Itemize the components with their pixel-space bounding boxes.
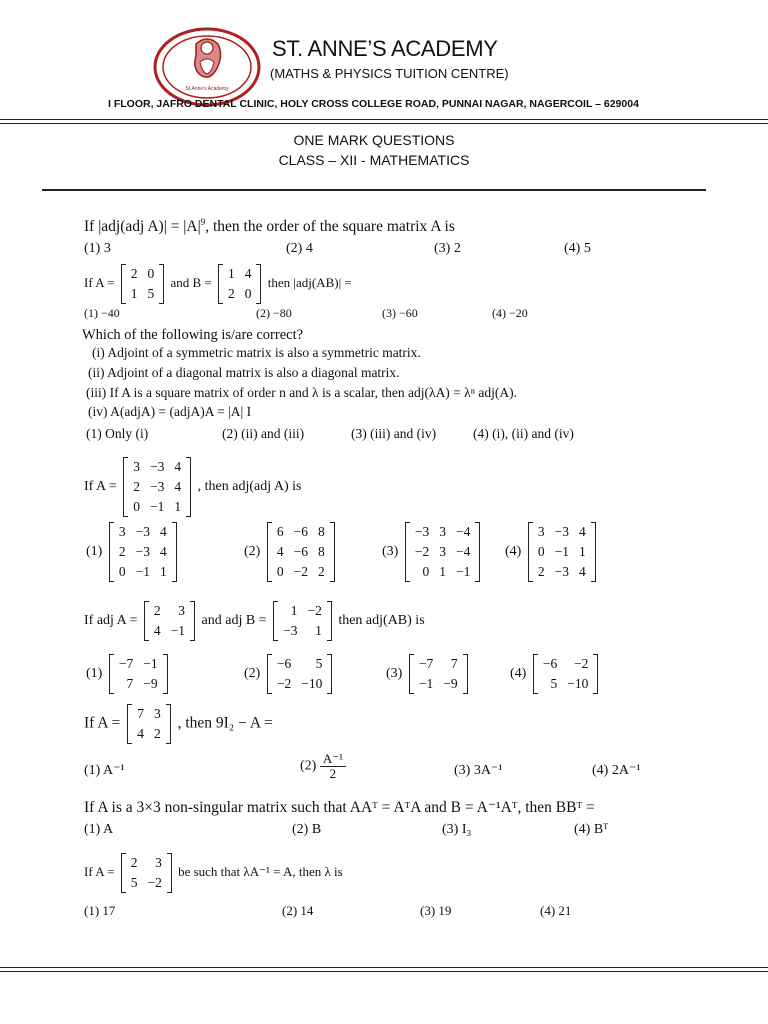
q2-option-2: (2) −80 — [256, 306, 292, 320]
q1-option-1: (1) 3 — [84, 241, 111, 256]
q3-statement-2: (ii) Adjoint of a diagonal matrix is also a diagonal matrix. — [88, 365, 400, 380]
q7-option-4: (4) Bᵀ — [574, 822, 609, 837]
question-2 — [84, 264, 352, 304]
q8-option-1: (1) 17 — [84, 903, 116, 918]
q2-matrix-b: 1 4 2 0 — [218, 264, 262, 304]
q5-option-3-matrix: −7 7 −1 −9 — [409, 654, 468, 694]
q7-option-3: (3) I₃ — [442, 822, 472, 837]
question-7: If A is a 3×3 non-singular matrix such that AAᵀ = AᵀA and B = A⁻¹Aᵀ, then BBᵀ = — [84, 799, 595, 816]
academy-address: I FLOOR, JAFRO DENTAL CLINIC, HOLY CROSS COLLEGE ROAD, PUNNAI NAGAR, NAGERCOIL – 629004 — [108, 98, 639, 110]
academy-logo — [152, 26, 262, 108]
q4-if: If A = — [84, 479, 117, 495]
q2-option-4: (4) −20 — [492, 306, 528, 320]
q4-option-3: (3) −3 3 −4 −2 3 −4 0 1 −1 — [382, 522, 483, 582]
q4-option-3-matrix: −3 3 −4 −2 3 −4 0 1 −1 — [405, 522, 481, 582]
q1-option-4: (4) 5 — [564, 241, 591, 256]
q1-stem-post: , then the order of the square matrix A is — [205, 218, 455, 236]
q5-matrix-b: 1 −2 −3 1 — [273, 601, 332, 641]
question-8 — [84, 853, 343, 893]
q2-option-1: (1) −40 — [84, 306, 120, 320]
document-title: ONE MARK QUESTIONS — [293, 132, 455, 148]
q8-option-3: (3) 19 — [420, 903, 452, 918]
q3-statement-4: (iv) A(adjA) = (adjA)A = |A| I — [88, 404, 252, 419]
footer-divider-top — [0, 967, 768, 968]
q3-option-1: (1) Only (i) — [86, 426, 149, 441]
footer-divider-bottom — [0, 971, 768, 972]
q5-option-3: (3) −7 7 −1 −9 — [386, 654, 471, 694]
question-5 — [84, 601, 425, 641]
q4-option-1-matrix: 3 −3 4 2 −3 4 0 −1 1 — [109, 522, 177, 582]
q5-then: then adj(AB) is — [338, 613, 425, 629]
q1-stem-sup: 9 — [200, 217, 206, 227]
question-1 — [84, 217, 455, 236]
q4-option-2: (2) 6 −6 8 4 −6 8 0 −2 2 — [244, 522, 338, 582]
title-rule — [42, 189, 706, 191]
q3-option-3: (3) (iii) and (iv) — [351, 426, 437, 441]
q5-option-1: (1) −7 −1 7 −9 — [86, 654, 171, 694]
q1-stem-pre: If |adj(adj A)| = |A| — [84, 218, 201, 236]
q3-option-2: (2) (ii) and (iii) — [222, 426, 305, 441]
q6-option-4: (4) 2A⁻¹ — [592, 763, 641, 778]
q2-matrix-a: 2 0 1 5 — [121, 264, 165, 304]
q8-then: be such that λA⁻¹ = A, then λ is — [178, 863, 343, 879]
academy-subtitle: (MATHS & PHYSICS TUITION CENTRE) — [270, 66, 509, 81]
logo-text: St.Anne's Academy — [185, 86, 229, 92]
q7-option-1: (1) A — [84, 822, 114, 837]
q2-if: If A = — [84, 274, 115, 290]
q4-then: , then adj(adj A) is — [197, 479, 302, 495]
q1-option-3: (3) 2 — [434, 241, 461, 256]
q4-option-2-matrix: 6 −6 8 4 −6 8 0 −2 2 — [267, 522, 335, 582]
q3-statement-3: (iii) If A is a square matrix of order n and λ is a scalar, then adj(λA) = λⁿ adj(A). — [86, 385, 517, 400]
q3-statement-1: (i) Adjoint of a symmetric matrix is also a symmetric matrix. — [92, 345, 421, 360]
question-3: Which of the following is/are correct? — [82, 327, 304, 343]
q1-option-2: (2) 4 — [286, 241, 313, 256]
q6-option-2-fraction: $\frac{\text{A⁻¹}}{2}$ — [320, 752, 346, 781]
q5-option-4: (4) −6 −2 5 −10 — [510, 654, 601, 694]
q6-option-3: (3) 3A⁻¹ — [454, 763, 503, 778]
q6-matrix-a: 7 3 4 2 — [127, 704, 171, 744]
q5-option-2-matrix: −6 5 −2 −10 — [267, 654, 333, 694]
question-4 — [84, 457, 301, 517]
q4-option-4-matrix: 3 −3 4 0 −1 1 2 −3 4 — [528, 522, 596, 582]
header-divider-bottom — [0, 123, 768, 124]
q8-option-2: (2) 14 — [282, 903, 314, 918]
document-class: CLASS – XII - MATHEMATICS — [278, 152, 470, 168]
q5-option-1-matrix: −7 −1 7 −9 — [109, 654, 168, 694]
q4-matrix-a: 3 −3 4 2 −3 4 0 −1 1 — [123, 457, 191, 517]
q6-option-2: (2) $\frac{\text{A⁻¹}}{2}$ — [300, 752, 346, 781]
q5-option-4-matrix: −6 −2 5 −10 — [533, 654, 599, 694]
q8-option-4: (4) 21 — [540, 903, 572, 918]
q2-then: then |adj(AB)| = — [267, 274, 352, 290]
q5-if: If adj A = — [84, 613, 138, 629]
q7-option-2: (2) B — [292, 822, 322, 837]
q3-option-4: (4) (i), (ii) and (iv) — [473, 426, 574, 441]
q8-if: If A = — [84, 863, 115, 879]
q2-option-3: (3) −60 — [382, 306, 418, 320]
academy-name: ST. ANNE’S ACADEMY — [272, 36, 498, 61]
question-6 — [84, 704, 273, 744]
q6-then: , then 9I₂ − A = — [177, 714, 273, 732]
q4-option-1: (1) 3 −3 4 2 −3 4 0 −1 1 — [86, 522, 180, 582]
q2-and: and B = — [170, 274, 212, 290]
header-divider-top — [0, 119, 768, 120]
q5-option-2: (2) −6 5 −2 −10 — [244, 654, 335, 694]
q4-option-4: (4) 3 −3 4 0 −1 1 2 −3 4 — [505, 522, 599, 582]
q6-option-1: (1) A⁻¹ — [84, 763, 125, 778]
q5-and: and adj B = — [201, 613, 267, 629]
q8-matrix-a: 2 3 5 −2 — [121, 853, 172, 893]
q6-if: If A = — [84, 714, 121, 732]
q5-matrix-a: 2 3 4 −1 — [144, 601, 195, 641]
